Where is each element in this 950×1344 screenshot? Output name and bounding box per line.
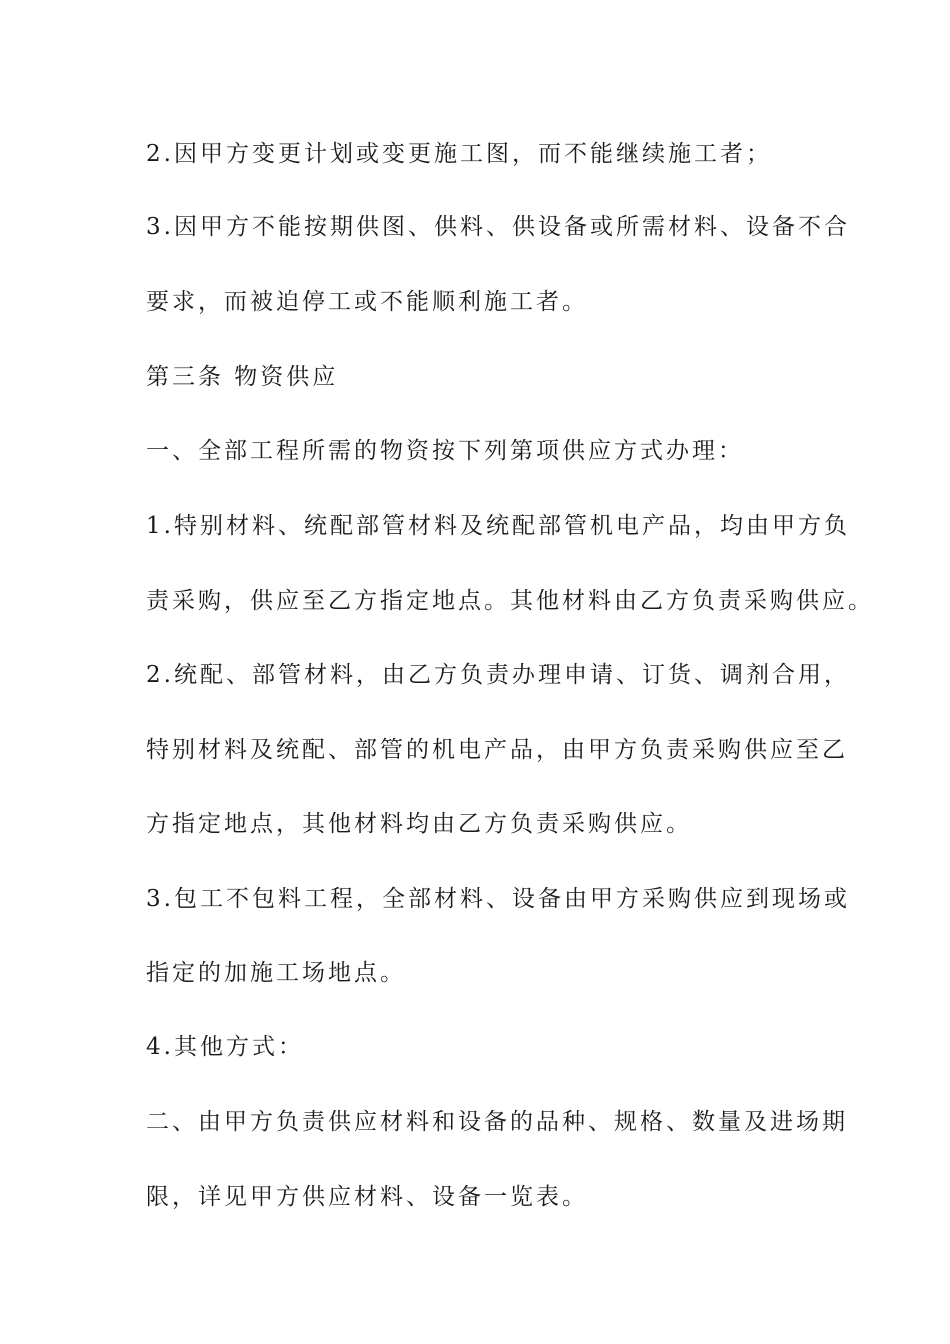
text-line: 1.特别材料、统配部管材料及统配部管机电产品，均由甲方负 [146,513,850,539]
text-line: 二、由甲方负责供应材料和设备的品种、规格、数量及进场期 [146,1109,848,1135]
text-line: 2.统配、部管材料，由乙方负责办理申请、订货、调剂合用， [146,662,850,688]
text-line: 限，详见甲方供应材料、设备一览表。 [146,1184,588,1210]
text-line: 4.其他方式： [146,1034,304,1060]
section-heading: 第三条 物资供应 [146,364,339,390]
text-line: 要求，而被迫停工或不能顺利施工者。 [146,289,588,315]
text-line: 特别材料及统配、部管的机电产品，由甲方负责采购供应至乙 [146,737,848,763]
text-line: 一、全部工程所需的物资按下列第项供应方式办理： [146,438,744,464]
text-line: 3.因甲方不能按期供图、供料、供设备或所需材料、设备不合 [146,214,850,240]
text-line: 责采购，供应至乙方指定地点。其他材料由乙方负责采购供应。 [146,588,874,614]
text-line: 方指定地点，其他材料均由乙方负责采购供应。 [146,811,692,837]
text-line: 指定的加施工场地点。 [146,960,406,986]
text-line: 2.因甲方变更计划或变更施工图，而不能继续施工者； [146,141,772,167]
text-line: 3.包工不包料工程，全部材料、设备由甲方采购供应到现场或 [146,886,850,912]
